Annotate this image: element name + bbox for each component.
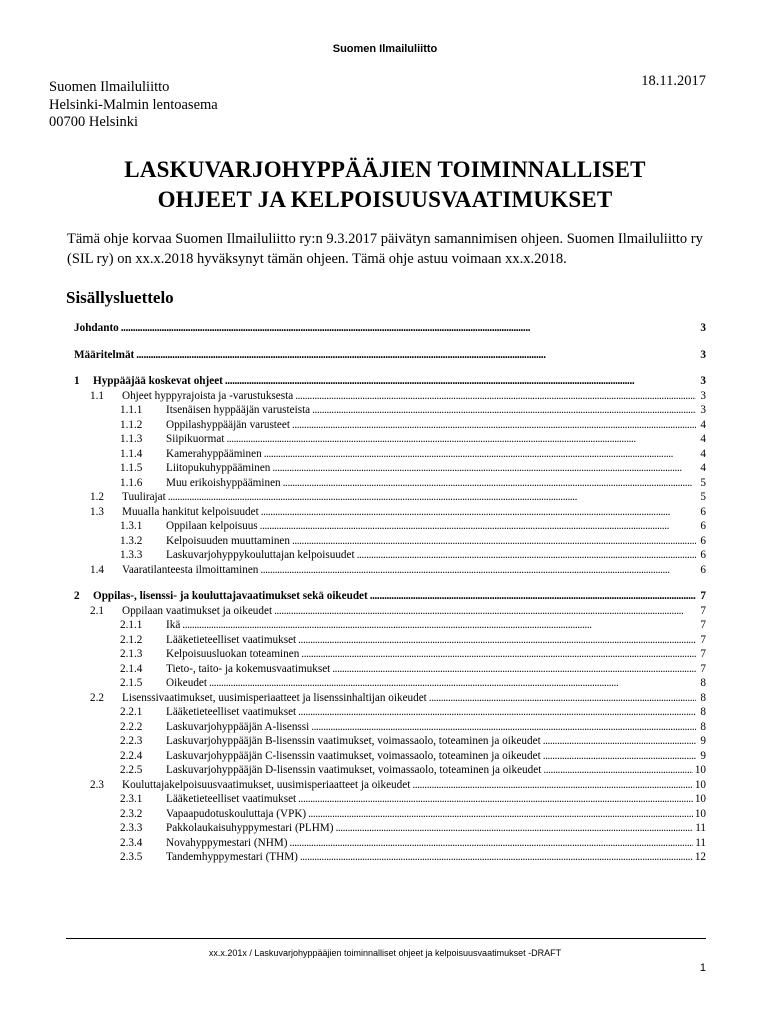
toc-entry-number: 1.4	[90, 563, 104, 576]
toc-entry[interactable]	[74, 619, 706, 634]
toc-entry-number: 1.3.2	[120, 534, 143, 547]
toc-leader-dots	[261, 506, 696, 518]
toc-entry-page: 10	[694, 764, 706, 776]
footer-text: xx.x.201x / Laskuvarjohyppääjien toiminnalliset ohjeet ja kelpoisuusvaatimukset -DRAFT	[208, 948, 562, 958]
toc-entry-number: 2.2.4	[120, 749, 143, 762]
toc-entry-label: Kamerahyppääminen	[166, 447, 262, 460]
toc-leader-dots	[260, 564, 696, 576]
toc-entry[interactable]	[74, 520, 706, 535]
toc-leader-dots	[312, 404, 696, 416]
toc-entry-page: 4	[700, 433, 706, 445]
toc-leader-dots	[370, 590, 696, 602]
toc-entry[interactable]	[74, 779, 706, 794]
toc-entry-number: 1.1.6	[120, 476, 143, 489]
toc-leader-dots	[311, 721, 696, 733]
toc-entry-page: 6	[700, 520, 706, 532]
toc-entry-page: 10	[694, 793, 706, 805]
address-line: Suomen Ilmailuliitto	[49, 79, 170, 95]
toc-entry-page: 6	[700, 534, 706, 547]
toc-entry[interactable]	[74, 822, 706, 837]
toc-entry-label: Lääketieteelliset vaatimukset	[166, 706, 297, 718]
toc-entry-page: 3	[700, 375, 706, 387]
toc-entry-page: 5	[700, 476, 706, 489]
toc-entry[interactable]	[74, 433, 706, 448]
toc-entry[interactable]	[74, 764, 706, 779]
toc-leader-dots	[298, 793, 693, 805]
toc-leader-dots	[335, 822, 693, 834]
toc-entry-number: 2.2.5	[120, 764, 143, 776]
toc-entry-number: 2.2.2	[120, 720, 143, 733]
toc-leader-dots	[292, 535, 696, 547]
toc-entry-label: Lääketieteelliset vaatimukset	[166, 793, 297, 805]
toc-entry-label: Tieto-, taito- ja kokemusvaatimukset	[166, 662, 331, 675]
toc-entry-page: 9	[700, 735, 706, 747]
toc-leader-dots	[301, 648, 696, 660]
toc-entry-number: 2.3.3	[120, 822, 143, 834]
toc-entry-page: 7	[700, 662, 706, 675]
toc-leader-dots	[168, 491, 696, 503]
table-of-contents	[74, 322, 706, 866]
toc-leader-dots	[357, 549, 696, 561]
toc-entry-label: Laskuvarjohyppykouluttajan kelpoisuudet	[166, 549, 355, 561]
toc-entry[interactable]	[74, 721, 706, 736]
toc-leader-dots	[429, 692, 696, 704]
toc-entry-number: 2.1.1	[120, 619, 143, 631]
toc-entry[interactable]	[74, 793, 706, 808]
toc-entry-label: Novahyppymestari (NHM)	[166, 836, 288, 849]
toc-leader-dots	[300, 851, 693, 863]
toc-entry-number: 2.3.5	[120, 851, 143, 863]
toc-entry-number: 1.1.5	[120, 462, 143, 474]
toc-entry-page: 4	[700, 462, 706, 474]
toc-leader-dots	[226, 433, 696, 445]
toc-entry-page: 10	[694, 807, 706, 820]
toc-entry-page: 3	[700, 389, 706, 402]
toc-entry-label: Oppilas-, lisenssi- ja kouluttajavaatimukset sekä oikeudet	[93, 590, 368, 602]
toc-entry-label: Lääketieteelliset vaatimukset	[166, 633, 297, 646]
toc-entry-number: 1.3.1	[120, 520, 143, 532]
toc-leader-dots	[225, 375, 696, 387]
toc-entry-page: 8	[700, 677, 706, 689]
toc-entry-label: Kelpoisuusluokan toteaminen	[166, 648, 300, 660]
toc-entry-page: 8	[700, 706, 706, 718]
toc-entry-number: 1	[74, 375, 80, 387]
toc-entry-number: 2.3.1	[120, 793, 143, 805]
toc-entry[interactable]	[74, 375, 706, 390]
address-line: 00700 Helsinki	[49, 114, 139, 130]
toc-entry-label: Oppilashyppääjän varusteet	[166, 418, 290, 431]
toc-entry-label: Tuulirajat	[122, 491, 166, 503]
toc-entry-page: 7	[700, 590, 706, 602]
intro-paragraph: Tämä ohje korvaa Suomen Ilmailuliitto ry:n 9.3.2017 päivätyn samannimisen ohjeen. Suomen Ilmailuliitto ry (SIL ry) on xx.x.2018 hyväksynyt tämän ohjeen. Tämä ohje astuu voimaan xx.x.2018.	[67, 231, 703, 267]
sender-address	[49, 79, 218, 132]
toc-entry[interactable]	[74, 706, 706, 721]
title-line: OHJEET JA KELPOISUUSVAATIMUKSET	[157, 187, 613, 212]
toc-leader-dots	[332, 663, 696, 675]
toc-entry-page: 3	[700, 348, 706, 361]
toc-entry-label: Itsenäisen hyppääjän varusteista	[166, 404, 311, 416]
footer-divider	[66, 938, 706, 939]
toc-entry[interactable]	[74, 349, 706, 364]
toc-entry-number: 1.2	[90, 491, 104, 503]
toc-entry-label: Johdanto	[74, 322, 119, 334]
toc-entry-label: Kelpoisuuden muuttaminen	[166, 534, 290, 547]
toc-leader-dots	[308, 808, 693, 820]
toc-leader-dots	[283, 477, 696, 489]
toc-entry-page: 10	[694, 778, 706, 791]
toc-entry-number: 1.1	[90, 389, 104, 402]
toc-entry-number: 2.1.3	[120, 648, 143, 660]
toc-entry[interactable]	[74, 837, 706, 852]
toc-entry-page: 12	[694, 851, 706, 863]
toc-entry[interactable]	[74, 648, 706, 663]
toc-entry-label: Laskuvarjohyppääjän B-lisenssin vaatimukset, voimassaolo, toteaminen ja oikeudet	[166, 735, 541, 747]
toc-entry-number: 1.1.2	[120, 418, 143, 431]
toc-entry-number: 2.3.4	[120, 836, 143, 849]
document-date: 18.11.2017	[641, 73, 706, 89]
toc-entry-page: 7	[700, 619, 706, 631]
toc-entry-label: Tandemhyppymestari (THM)	[166, 851, 298, 863]
toc-entry-label: Siipikuormat	[166, 433, 225, 445]
toc-entry[interactable]	[74, 663, 706, 678]
toc-entry-number: 2.3	[90, 778, 104, 791]
toc-entry[interactable]	[74, 564, 706, 579]
toc-entry[interactable]	[74, 477, 706, 492]
toc-entry[interactable]	[74, 390, 706, 405]
toc-entry-number: 2.2.3	[120, 735, 143, 747]
toc-entry[interactable]	[74, 692, 706, 707]
toc-leader-dots	[543, 735, 696, 747]
toc-leader-dots	[260, 520, 696, 532]
toc-entry-label: Oppilaan kelpoisuus	[166, 520, 258, 532]
toc-entry-page: 8	[700, 691, 706, 704]
toc-leader-dots	[298, 634, 696, 646]
toc-heading: Sisällysluettelo	[66, 288, 174, 307]
toc-leader-dots	[182, 619, 696, 631]
toc-entry-label: Oppilaan vaatimukset ja oikeudet	[122, 604, 273, 617]
toc-entry-label: Laskuvarjohyppääjän D-lisenssin vaatimukset, voimassaolo, toteaminen ja oikeudet	[166, 764, 542, 776]
toc-entry-label: Ohjeet hyppyrajoista ja -varustuksesta	[122, 389, 294, 402]
toc-entry-number: 1.3	[90, 505, 104, 518]
toc-entry-number: 2.1.2	[120, 633, 143, 646]
toc-entry-label: Muu erikoishyppääminen	[166, 476, 281, 489]
toc-entry-label: Kouluttajakelpoisuusvaatimukset, uusimisperiaatteet ja oikeudet	[122, 778, 411, 791]
toc-leader-dots	[209, 677, 696, 689]
toc-entry[interactable]	[74, 404, 706, 419]
toc-entry-label: Hyppääjää koskevat ohjeet	[93, 375, 223, 387]
toc-leader-dots	[543, 750, 696, 762]
document-title	[0, 155, 770, 215]
toc-entry-number: 1.3.3	[120, 549, 143, 561]
toc-entry-label: Määritelmät	[74, 348, 135, 361]
toc-entry-page: 4	[700, 418, 706, 431]
toc-entry-number: 2.1.5	[120, 677, 143, 689]
toc-entry[interactable]	[74, 322, 706, 337]
toc-entry-page: 11	[695, 822, 706, 834]
toc-entry[interactable]	[74, 590, 706, 605]
toc-entry-label: Vaaratilanteesta ilmoittaminen	[122, 563, 259, 576]
toc-entry-label: Oikeudet	[166, 677, 208, 689]
toc-entry[interactable]	[74, 549, 706, 564]
toc-leader-dots	[264, 448, 696, 460]
toc-entry[interactable]	[74, 851, 706, 866]
toc-entry-number: 2.3.2	[120, 807, 143, 820]
toc-entry[interactable]	[74, 491, 706, 506]
toc-entry-number: 2.2	[90, 691, 104, 704]
toc-entry-page: 4	[700, 447, 706, 460]
toc-entry-label: Lisenssivaatimukset, uusimisperiaatteet ja lisenssinhaltijan oikeudet	[122, 691, 427, 704]
toc-entry-label: Laskuvarjohyppääjän A-lisenssi	[166, 720, 310, 733]
toc-leader-dots	[298, 706, 696, 718]
toc-entry[interactable]	[74, 535, 706, 550]
toc-leader-dots	[295, 390, 696, 402]
toc-entry[interactable]	[74, 735, 706, 750]
toc-entry-number: 1.1.4	[120, 447, 143, 460]
toc-leader-dots	[272, 462, 696, 474]
toc-entry-page: 5	[700, 491, 706, 503]
toc-leader-dots	[292, 419, 696, 431]
toc-entry-label: Pakkolaukaisuhyppymestari (PLHM)	[166, 822, 334, 834]
toc-entry-number: 2.1.4	[120, 662, 143, 675]
toc-entry-number: 1.1.1	[120, 404, 143, 416]
toc-entry-page: 7	[700, 633, 706, 646]
toc-entry-label: Vapaapudotuskouluttaja (VPK)	[166, 807, 307, 820]
toc-entry[interactable]	[74, 808, 706, 823]
toc-entry-page: 6	[700, 505, 706, 518]
toc-entry-number: 1.1.3	[120, 433, 143, 445]
toc-entry-page: 8	[700, 720, 706, 733]
toc-entry[interactable]	[74, 677, 706, 692]
toc-leader-dots	[289, 837, 693, 849]
toc-entry-page: 6	[700, 563, 706, 576]
toc-entry[interactable]	[74, 750, 706, 765]
toc-leader-dots	[274, 605, 696, 617]
toc-entry-number: 2.2.1	[120, 706, 143, 718]
toc-leader-dots	[543, 764, 693, 776]
toc-entry[interactable]	[74, 419, 706, 434]
toc-entry-label: Muualla hankitut kelpoisuudet	[122, 505, 259, 518]
page-number: 1	[699, 962, 706, 974]
toc-entry-page: 6	[700, 549, 706, 561]
toc-entry-page: 3	[700, 404, 706, 416]
toc-entry[interactable]	[74, 506, 706, 521]
toc-leader-dots	[121, 322, 696, 334]
toc-entry[interactable]	[74, 605, 706, 620]
toc-leader-dots	[412, 779, 692, 791]
toc-entry-page: 7	[700, 648, 706, 660]
toc-entry-label: Laskuvarjohyppääjän C-lisenssin vaatimukset, voimassaolo, toteaminen ja oikeudet	[166, 749, 541, 762]
toc-entry[interactable]	[74, 448, 706, 463]
toc-entry[interactable]	[74, 634, 706, 649]
toc-entry[interactable]	[74, 462, 706, 477]
toc-entry-label: Ikä	[166, 619, 181, 631]
toc-entry-page: 7	[700, 604, 706, 617]
running-header: Suomen Ilmailuliitto	[332, 43, 438, 55]
toc-entry-page: 3	[700, 322, 706, 334]
address-line: Helsinki-Malmin lentoasema	[49, 96, 218, 113]
toc-entry-page: 11	[695, 836, 706, 849]
toc-leader-dots	[136, 349, 696, 361]
toc-entry-page: 9	[700, 749, 706, 762]
toc-entry-number: 2	[74, 590, 80, 602]
title-line: LASKUVARJOHYPPÄÄJIEN TOIMINNALLISET	[124, 157, 646, 182]
toc-entry-label: Liitopukuhyppääminen	[166, 462, 271, 474]
toc-entry-number: 2.1	[90, 604, 104, 617]
